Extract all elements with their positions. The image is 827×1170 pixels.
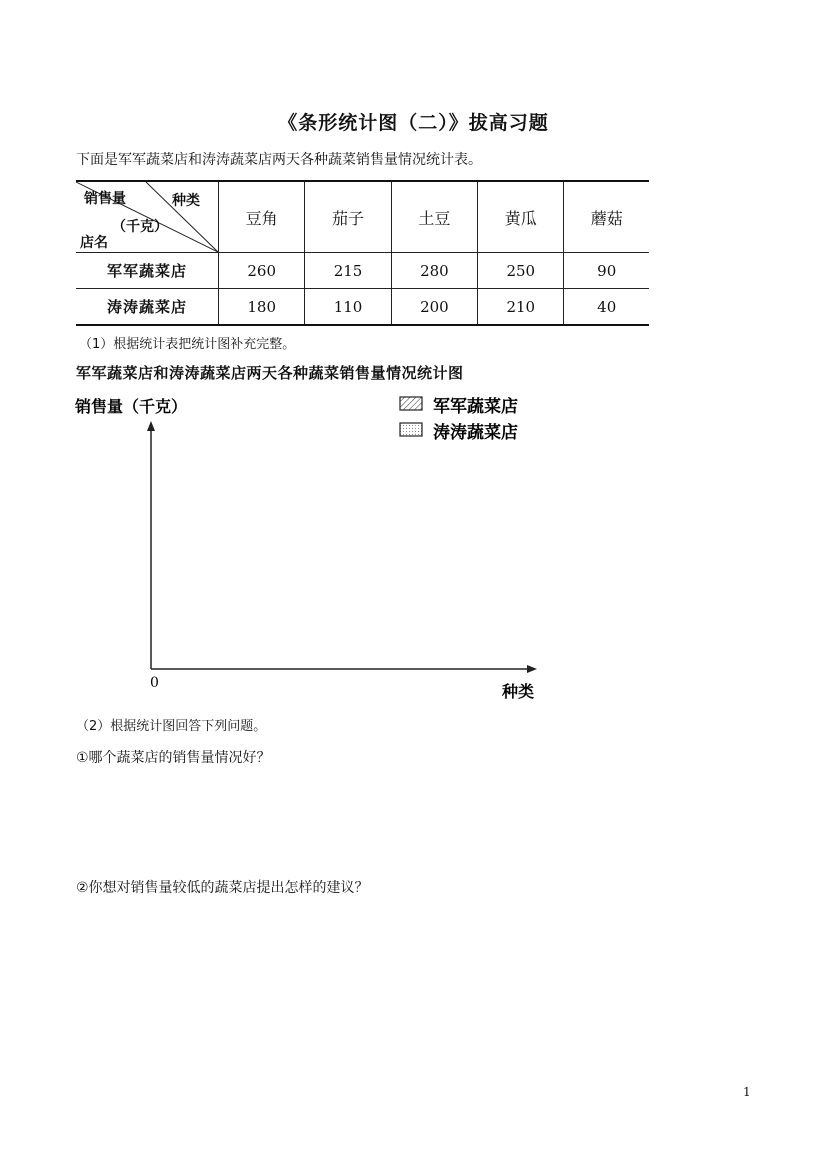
table-row xyxy=(76,289,649,326)
column-header: 豆角 xyxy=(219,181,305,253)
table-row xyxy=(76,253,649,289)
table-cell: 180 xyxy=(219,289,305,326)
question-1: （1）根据统计表把统计图补充完整。 xyxy=(79,337,296,352)
x-axis-label: 种类 xyxy=(502,682,535,701)
legend-label-junjun: 军军蔬菜店 xyxy=(433,397,518,417)
corner-sales-label: 销售量 xyxy=(84,191,126,207)
chart-title: 军军蔬菜店和涛涛蔬菜店两天各种蔬菜销售量情况统计图 xyxy=(76,364,464,382)
diagonal-header-cell xyxy=(76,181,219,253)
question-2: （2）根据统计图回答下列问题。 xyxy=(76,719,267,734)
blank-bar-chart xyxy=(60,385,560,705)
legend-label-taotao: 涛涛蔬菜店 xyxy=(433,423,518,443)
table-cell: 210 xyxy=(478,289,564,326)
y-axis-arrow xyxy=(147,421,155,431)
sub-question-1: ①哪个蔬菜店的销售量情况好？ xyxy=(76,750,271,766)
corner-type-label: 种类 xyxy=(172,193,200,209)
intro-text: 下面是军军蔬菜店和涛涛蔬菜店两天各种蔬菜销售量情况统计表。 xyxy=(76,152,482,168)
table-cell: 200 xyxy=(391,289,477,326)
table-cell: 215 xyxy=(305,253,391,289)
shop-name: 军军蔬菜店 xyxy=(76,253,219,289)
shop-name: 涛涛蔬菜店 xyxy=(76,289,219,326)
column-header: 蘑菇 xyxy=(564,181,649,253)
legend-swatch-junjun xyxy=(400,397,422,410)
column-header: 茄子 xyxy=(305,181,391,253)
table-cell: 260 xyxy=(219,253,305,289)
table-cell: 40 xyxy=(564,289,649,326)
column-header: 土豆 xyxy=(391,181,477,253)
table-header-row xyxy=(76,181,649,253)
y-axis-label: 销售量（千克） xyxy=(75,397,188,416)
page-title: 《条形统计图（二）》拔高习题 xyxy=(278,112,549,134)
table-cell: 250 xyxy=(478,253,564,289)
column-header: 黄瓜 xyxy=(478,181,564,253)
table-cell: 110 xyxy=(305,289,391,326)
sales-table xyxy=(76,180,649,322)
page-number: 1 xyxy=(743,1085,751,1099)
x-axis-arrow xyxy=(527,665,537,673)
legend-swatch-taotao xyxy=(400,423,422,436)
sub-question-2: ②你想对销售量较低的蔬菜店提出怎样的建议？ xyxy=(76,880,369,896)
table-cell: 280 xyxy=(391,253,477,289)
corner-shop-label: 店名 xyxy=(80,235,108,251)
table-cell: 90 xyxy=(564,253,649,289)
origin-label: 0 xyxy=(150,675,159,691)
corner-unit-label: （千克） xyxy=(112,219,168,235)
